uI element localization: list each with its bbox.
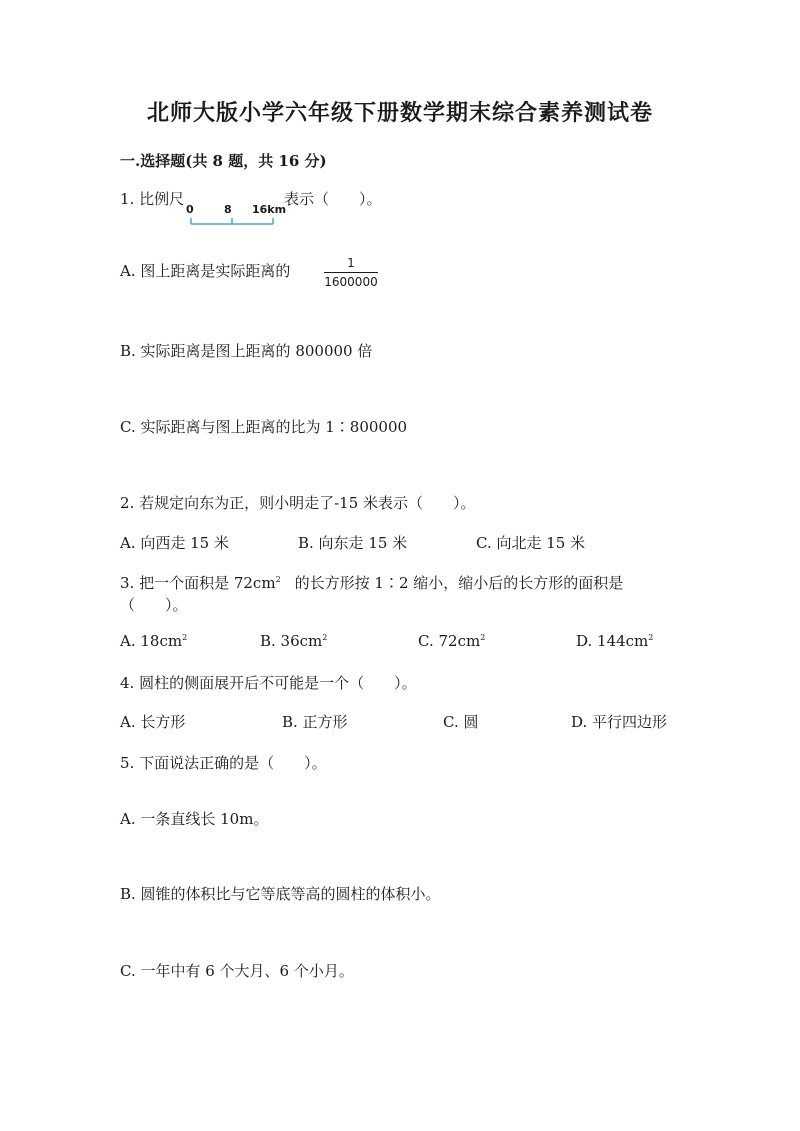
- q1-option-c: C. 实际距离与图上距离的比为 1∶800000: [120, 418, 408, 436]
- scale-label-16km: 16km: [252, 203, 287, 216]
- fraction-numerator: 1: [347, 256, 355, 270]
- q3-stem-a: 3. 把一个面积是 72cm: [120, 574, 276, 592]
- q3-sup: 2: [275, 575, 281, 584]
- q1-option-a: A. 图上距离是实际距离的: [120, 262, 291, 280]
- q3-stem-b: 的长方形按 1∶2 缩小，缩小后的长方形的面积是: [294, 574, 624, 592]
- q1-prefix: 1. 比例尺: [120, 190, 185, 208]
- q4-option-b: B. 正方形: [282, 713, 348, 731]
- q3-option-c: C. $72cm^2$: [418, 632, 486, 650]
- q2-option-b: B. 向东走 15 米: [298, 534, 408, 552]
- scale-label-0: 0: [186, 203, 194, 216]
- q1-suffix: 表示（ ）。: [284, 190, 382, 208]
- q4-option-d: D. 平行四边形: [571, 713, 668, 731]
- q3-option-b: B. $36cm^2$: [260, 632, 328, 650]
- q1-option-b: B. 实际距离是图上距离的 800000 倍: [120, 342, 373, 360]
- q4-option-c: C. 圆: [443, 713, 479, 731]
- q5-option-a: A. 一条直线长 10m。: [120, 810, 269, 828]
- fraction-denominator: 1600000: [324, 275, 378, 289]
- q5-option-c: C. 一年中有 6 个大月、6 个小月。: [120, 962, 354, 980]
- fraction: [322, 255, 380, 290]
- scale-bar: [186, 203, 287, 227]
- q3-stem-line2: （ ）。: [120, 596, 188, 614]
- q4-stem: 4. 圆柱的侧面展开后不可能是一个（ ）。: [120, 674, 417, 692]
- section-heading: 一.选择题(共 8 题，共 16 分): [120, 152, 327, 170]
- scale-label-8: 8: [224, 203, 232, 216]
- q2-option-a: A. 向西走 15 米: [120, 534, 229, 552]
- q5-option-b: B. 圆锥的体积比与它等底等高的圆柱的体积小。: [120, 885, 441, 903]
- q2-stem: 2. 若规定向东为正，则小明走了-15 米表示（ ）。: [120, 494, 476, 512]
- page-title: 北师大版小学六年级下册数学期末综合素养测试卷: [146, 100, 653, 126]
- q3-option-d: D. $144cm^2$: [576, 632, 654, 650]
- q2-option-c: C. 向北走 15 米: [476, 534, 586, 552]
- q3-option-a: A. $18cm^2$: [120, 632, 188, 650]
- q5-stem: 5. 下面说法正确的是（ ）。: [120, 754, 327, 772]
- q4-option-a: A. 长方形: [120, 713, 186, 731]
- fraction-bar: [324, 272, 378, 273]
- q3-stem-line1: [120, 572, 623, 593]
- scale-bar-line: [186, 203, 282, 227]
